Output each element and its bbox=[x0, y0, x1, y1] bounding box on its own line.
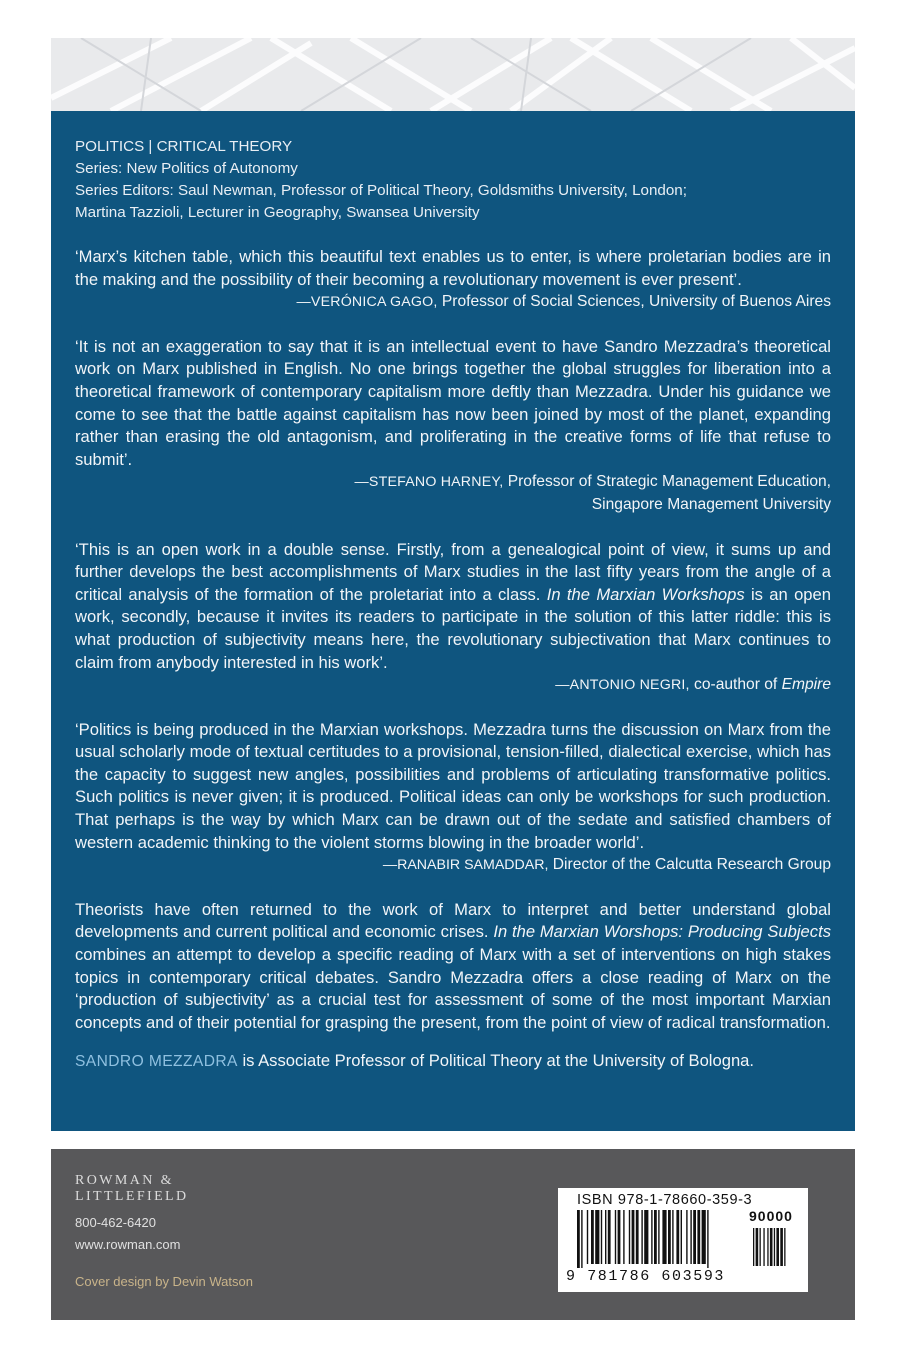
cover-design-credit: Cover design by Devin Watson bbox=[75, 1274, 253, 1289]
endorsement-negri bbox=[75, 539, 831, 697]
quote-text bbox=[75, 539, 831, 675]
series-editors-line2: Martina Tazzioli, Lecturer in Geography, Swansea University bbox=[75, 204, 480, 221]
quote-body: ‘Politics is being produced in the Marxian workshops. Mezzadra turns the discussion on Marx from the usual scholarly mode of textual certitudes to a provisional, tension-filled, dialectical exercise, which has the capacity to suggest new angles, possibilities and problems of articulating transformative politics. Such politics is never given; it is produced. Political ideas can only be workshops for such production. That perhaps is the way by which Marx can be drawn out of the sedate and satisfied chambers of western academic thinking to the violent storms blowing in the broader world’. bbox=[75, 719, 831, 852]
publisher-phone: 800-462-6420 bbox=[75, 1215, 156, 1230]
attribution-role: Professor of Strategic Management Education, bbox=[507, 473, 831, 491]
attribution-role: Director of the Calcutta Research Group bbox=[552, 856, 831, 874]
attribution-institution: Singapore Management University bbox=[591, 495, 831, 513]
publisher-website[interactable]: www.rowman.com bbox=[75, 1237, 181, 1252]
quote-text-part-b: is an open work, secondly, because it invites its readers to participate in the solution of this latter riddle: this is what production of subjectivity means here, the revolutionary subjectivation that Marx continues to claim from anybody interested in his work’. bbox=[75, 584, 831, 672]
book-back-cover bbox=[51, 38, 855, 1320]
quote-attribution bbox=[75, 291, 831, 314]
endorsement-harney bbox=[75, 336, 831, 517]
series-editors-line1: Series Editors: Saul Newman, Professor of Political Theory, Goldsmiths University, London; bbox=[75, 182, 687, 199]
attribution-name: —RANABIR SAMADDAR, bbox=[382, 857, 549, 874]
series-info bbox=[75, 136, 831, 224]
isbn-number: ISBN 978-1-78660-359-3 bbox=[577, 1192, 753, 1208]
attribution-name: —ANTONIO NEGRI, bbox=[555, 677, 690, 694]
price-code: 90000 bbox=[749, 1208, 793, 1224]
author-bio bbox=[75, 1050, 831, 1074]
subject-category: POLITICS | CRITICAL THEORY bbox=[75, 138, 293, 155]
description-book-title: In the Marxian Worshops: Producing Subjects bbox=[493, 922, 831, 942]
publisher-footer bbox=[51, 1149, 855, 1320]
endorsement-gago bbox=[75, 246, 831, 314]
quote-attribution bbox=[383, 854, 831, 877]
quote-text: ‘Marx’s kitchen table, which this beautiful text enables us to enter, is where proletarian bodies are in the making and the possibility of their becoming a revolutionary movement is ever present’. bbox=[75, 247, 831, 289]
attribution-name: —VERÓNICA GAGO, bbox=[296, 294, 438, 311]
barcode-icon bbox=[577, 1210, 799, 1268]
logo-line-2: LITTLEFIELD bbox=[75, 1189, 189, 1204]
attribution-book: Empire bbox=[781, 676, 831, 694]
book-description bbox=[75, 899, 831, 1035]
description-part-b: combines an attempt to develop a specific reading of Marx with a set of interventions on high stakes topics in contemporary critical debates. Sandro Mezzadra offers a close reading of Marx on the ‘production of subjectivity’ as a crucial test for assessment of some of the most important Marxian concepts and of their potential for grasping the present, from the point of view of radical transformation. bbox=[75, 945, 831, 1032]
quote-text bbox=[75, 719, 831, 874]
endorsement-samaddar bbox=[75, 719, 831, 874]
book-title-italic: In the Marxian Workshops bbox=[546, 584, 745, 604]
quote-text-part-a: ‘This is an open work in a double sense. Firstly, from a genealogical point of view, it sums up and further develops the best accomplishments of Marx studies in the last fifty years from the angle of a critical analysis of the formation of the proletariat into a class. bbox=[75, 539, 831, 604]
quote-attribution bbox=[75, 471, 831, 516]
attribution-name: —STEFANO HARNEY, bbox=[354, 474, 504, 491]
isbn-barcode bbox=[558, 1188, 808, 1292]
blue-text-panel bbox=[51, 111, 855, 1131]
author-bio-text: is Associate Professor of Political Theory at the University of Bologna. bbox=[237, 1051, 755, 1071]
barcode-digits: 9 781786 603593 bbox=[566, 1268, 726, 1285]
attribution-role: Professor of Social Sciences, University of Buenos Aires bbox=[441, 293, 831, 311]
description-part-a: Theorists have often returned to the work of Marx to interpret and better understand global developments and current political and economic crises. bbox=[75, 899, 831, 942]
author-name: SANDRO MEZZADRA bbox=[75, 1053, 238, 1071]
attribution-role: co-author of bbox=[694, 676, 778, 694]
quote-text: ‘It is not an exaggeration to say that it is an intellectual event to have Sandro Mezzadra’s theoretical work on Marx published in English. No one brings together the global struggles for liberation into a theoretical framework of contemporary capitalism more deftly than Mezzadra. Under his guidance we come to see that the battle against capitalism has now been joined by most of the planet, expanding rather than erasing the old antagonism, and proliferating in the creative forms of life that refuse to submit’. bbox=[75, 336, 831, 469]
series-name: Series: New Politics of Autonomy bbox=[75, 160, 298, 177]
decorative-pattern bbox=[51, 38, 855, 111]
logo-line-1: ROWMAN & bbox=[75, 1173, 174, 1188]
quote-attribution bbox=[75, 674, 831, 697]
publisher-logo bbox=[75, 1173, 188, 1205]
